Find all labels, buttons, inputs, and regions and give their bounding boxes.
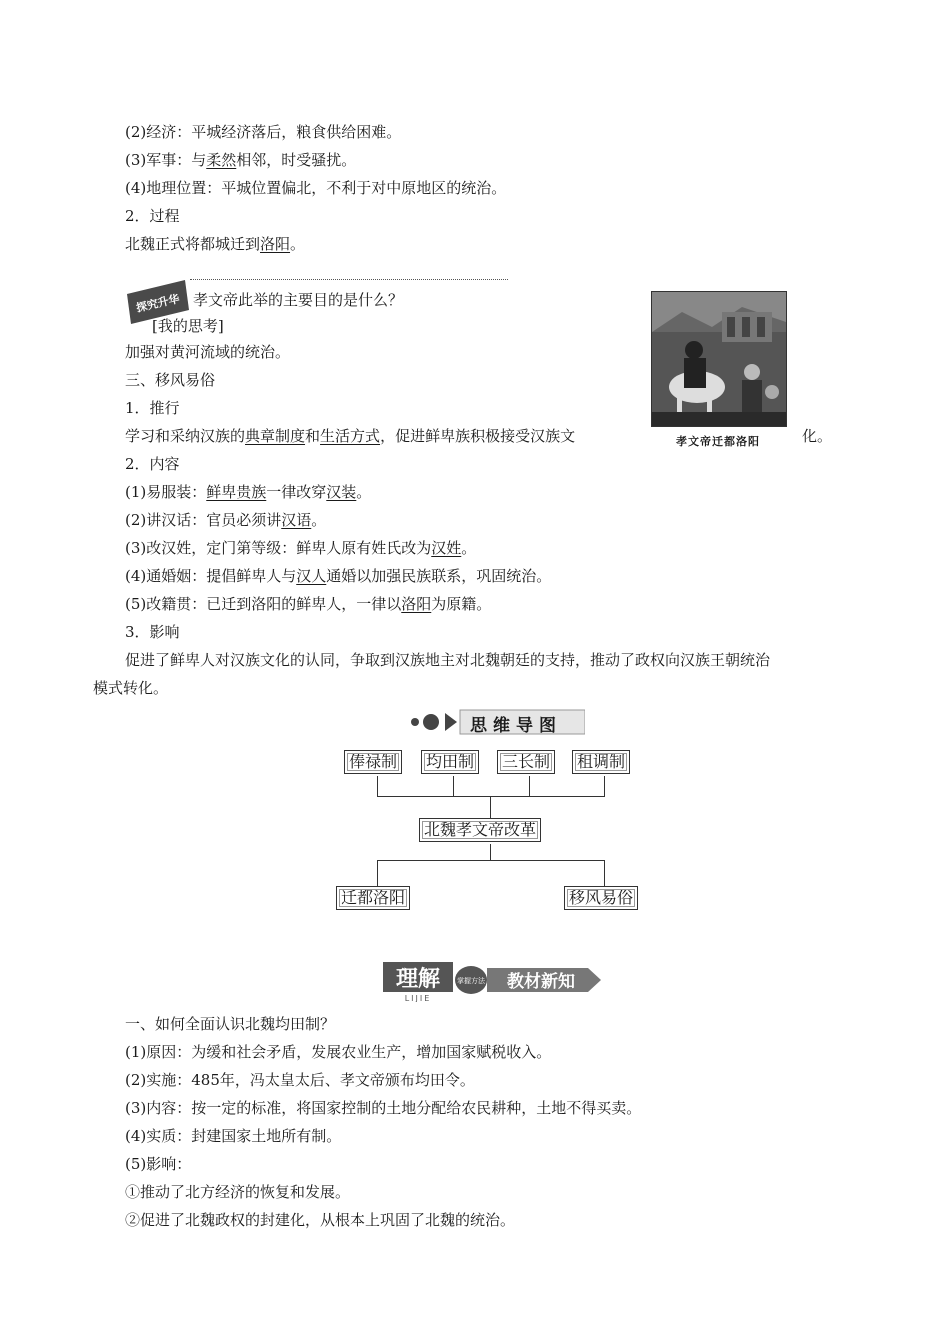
section3-content-heading: 2．内容 — [125, 455, 180, 473]
mindmap-node-land: 均田制 — [421, 750, 479, 774]
underlined-term: 生活方式 — [320, 427, 381, 445]
mindmap-node-tax: 租调制 — [572, 750, 630, 774]
explore-question: 孝文帝此举的主要目的是什么？ — [193, 291, 404, 309]
text-segment: (1)易服装： — [125, 483, 207, 501]
section3-promote-tail: 化。 — [802, 427, 833, 445]
explore-answer: 加强对黄河流域的统治。 — [125, 343, 291, 361]
mindmap-node-three-chiefs: 三长制 — [497, 750, 555, 774]
text-segment: (3)改汉姓，定门第等级：鲜卑人原有姓氏改为 — [125, 539, 432, 557]
connector — [377, 860, 605, 861]
banner-sub-text: 教材新知 — [507, 972, 575, 992]
underlined-term: 汉语 — [281, 511, 312, 529]
underlined-term: 柔然 — [206, 151, 237, 169]
section3-impact-heading: 3．影响 — [125, 623, 180, 641]
text-segment: 为原籍。 — [431, 595, 492, 613]
banner-main-text: 理解 — [395, 967, 441, 992]
mindmap-title: 思维导图 — [470, 716, 562, 736]
connector — [377, 860, 378, 886]
connector — [490, 796, 491, 818]
text-segment: (3)军事：与 — [125, 151, 207, 169]
text-segment: 。 — [356, 483, 372, 501]
text-segment: 一律改穿 — [266, 483, 327, 501]
section3-impact-text-2: 模式转化。 — [93, 679, 169, 697]
connector — [377, 796, 605, 797]
underlined-term: 洛阳 — [260, 235, 291, 253]
text-segment: 。 — [290, 235, 306, 253]
underlined-term: 鲜卑贵族 — [206, 483, 267, 501]
text-segment: 北魏正式将都城迁到 — [125, 235, 261, 253]
content-item-5 — [125, 594, 491, 614]
section3-impact-text-1: 促进了鲜卑人对汉族文化的认同，争取到汉族地主对北魏朝廷的支持，推动了政权向汉族王朝统治 — [125, 651, 771, 669]
my-thought-label: [我的思考] — [152, 317, 224, 335]
text-segment: 相邻，时受骚扰。 — [236, 151, 357, 169]
underlined-term: 汉姓 — [431, 539, 462, 557]
text-segment: (2)讲汉话：官员必须讲 — [125, 511, 282, 529]
understand-answer-7: ②促进了北魏政权的封建化，从根本上巩固了北魏的统治。 — [125, 1211, 516, 1229]
section3-promote-heading: 1．推行 — [125, 399, 180, 417]
text-geography: (4)地理位置：平城位置偏北，不利于对中原地区的统治。 — [125, 179, 507, 197]
text-segment: 和 — [305, 427, 321, 445]
connector — [490, 844, 491, 860]
banner-pinyin: LIJIE — [404, 994, 432, 1002]
section-banner-icon — [383, 960, 603, 1002]
understand-answer-1: (1)原因：为缓和社会矛盾，发展农业生产，增加国家赋税收入。 — [125, 1043, 552, 1061]
underlined-term: 汉装 — [326, 483, 357, 501]
connector — [604, 776, 605, 796]
underlined-term: 汉人 — [296, 567, 327, 585]
mindmap-node-customs: 移风易俗 — [564, 886, 638, 910]
text-process-heading: 2．过程 — [125, 207, 180, 225]
understand-answer-3: (3)内容：按一定的标准，将国家控制的土地分配给农民耕种，土地不得买卖。 — [125, 1099, 642, 1117]
illustration-image — [651, 291, 787, 427]
text-military — [125, 150, 356, 170]
content-item-3 — [125, 538, 476, 558]
text-segment: ，促进鲜卑族积极接受汉族文 — [380, 427, 576, 445]
explore-tag-label: 探究升华 — [134, 292, 181, 315]
mindmap-node-move-capital: 迁都洛阳 — [336, 886, 410, 910]
underlined-term: 洛阳 — [401, 595, 432, 613]
text-segment: 。 — [311, 511, 327, 529]
understand-question: 一、如何全面认识北魏均田制？ — [125, 1015, 336, 1033]
connector — [453, 776, 454, 796]
mindmap-node-salary: 俸禄制 — [344, 750, 402, 774]
understand-answer-5: (5)影响： — [125, 1155, 192, 1173]
section3-heading: 三、移风易俗 — [125, 371, 216, 389]
text-segment: (5)改籍贯：已迁到洛阳的鲜卑人，一律以 — [125, 595, 402, 613]
illustration-drawing — [652, 292, 786, 426]
underlined-term: 典章制度 — [245, 427, 306, 445]
connector — [604, 860, 605, 886]
understand-answer-6: ①推动了北方经济的恢复和发展。 — [125, 1183, 351, 1201]
text-segment: 。 — [461, 539, 477, 557]
connector — [529, 776, 530, 796]
text-segment: (4)通婚姻：提倡鲜卑人与 — [125, 567, 297, 585]
content-item-2 — [125, 510, 326, 530]
text-segment: 学习和采纳汉族的 — [125, 427, 246, 445]
content-item-4 — [125, 566, 551, 586]
understand-answer-4: (4)实质：封建国家土地所有制。 — [125, 1127, 342, 1145]
text-segment: 通婚以加强民族联系，巩固统治。 — [326, 567, 552, 585]
connector — [377, 776, 378, 796]
text-process — [125, 234, 305, 254]
dotted-divider — [190, 279, 508, 280]
mindmap-center-node: 北魏孝文帝改革 — [419, 818, 541, 842]
illustration-caption: 孝文帝迁都洛阳 — [676, 435, 760, 448]
text-economy: (2)经济：平城经济落后，粮食供给困难。 — [125, 123, 402, 141]
understand-answer-2: (2)实施：485年，冯太皇太后、孝文帝颁布均田令。 — [125, 1071, 475, 1089]
banner-small-text: 掌握方法 — [457, 977, 485, 985]
content-item-1 — [125, 482, 371, 502]
section3-promote-text — [125, 426, 575, 446]
